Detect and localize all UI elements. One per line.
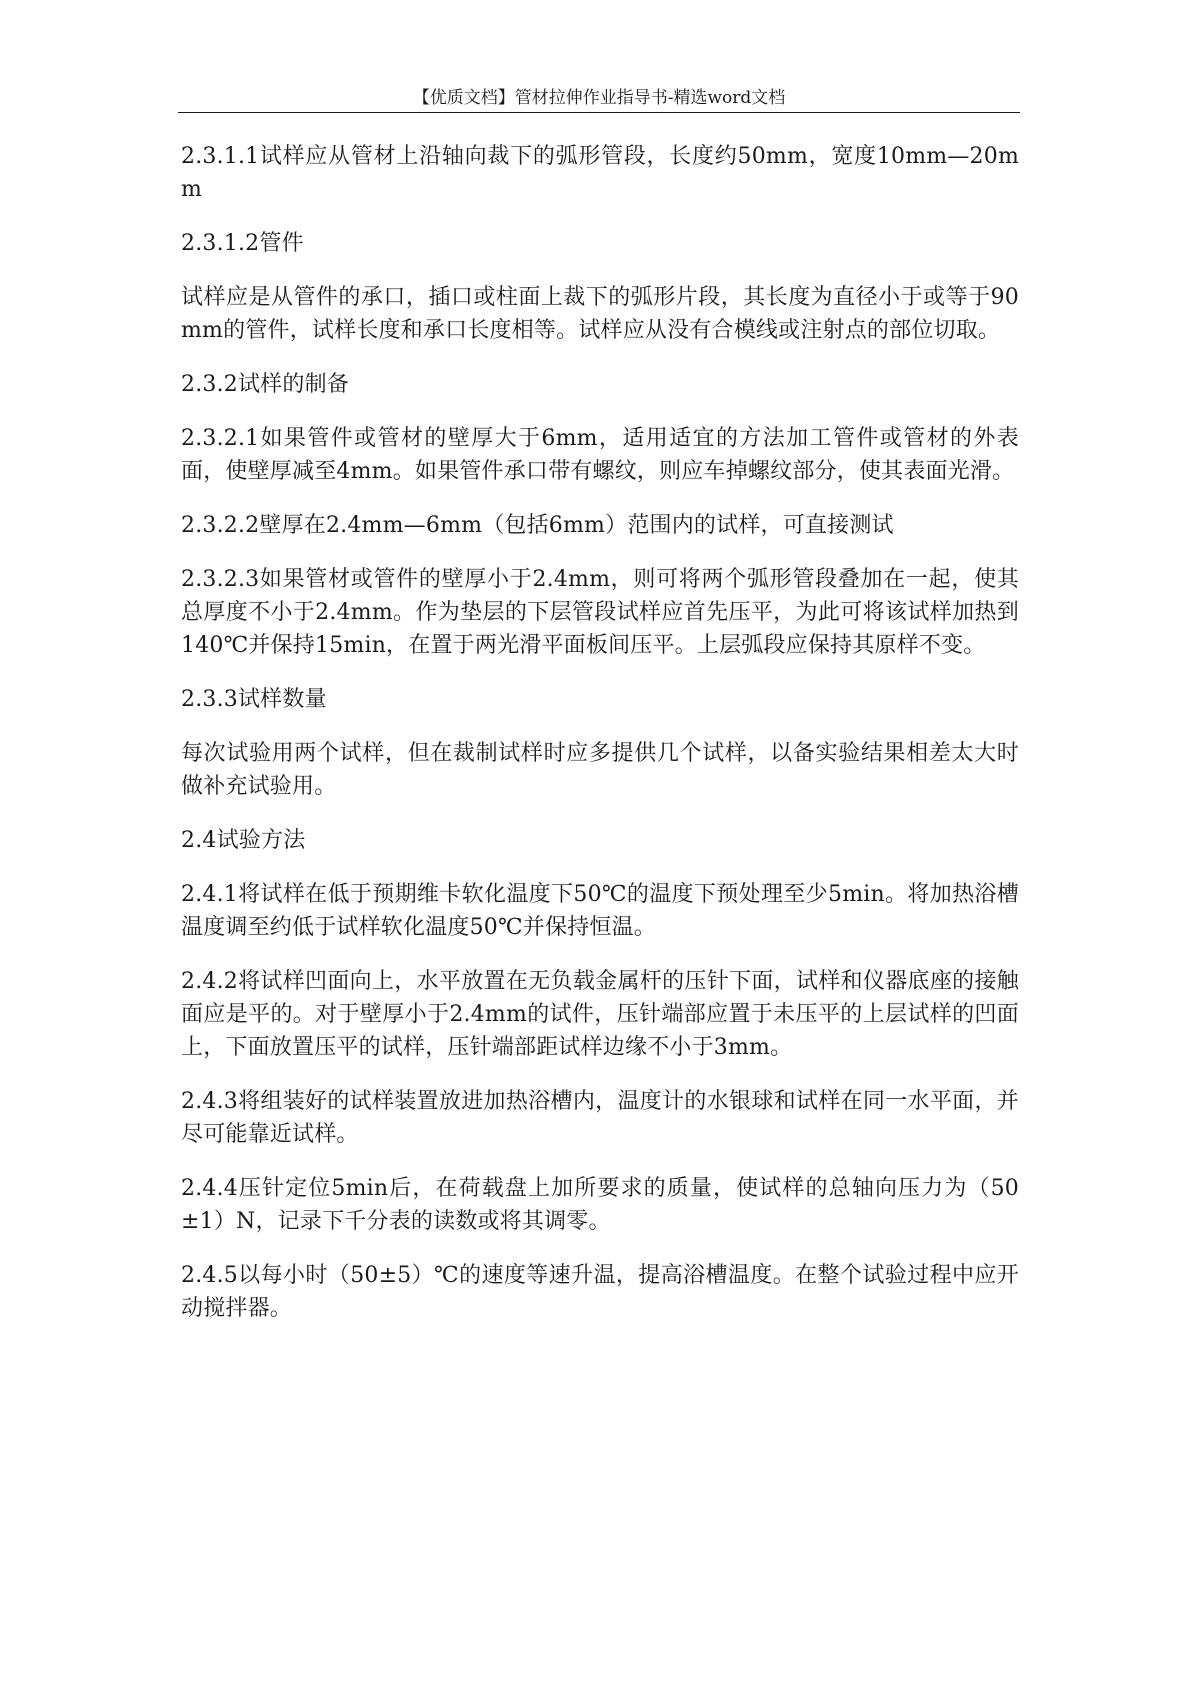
paragraph-2-4-heading: 2.4试验方法	[181, 828, 306, 853]
paragraph-2-4-4: 2.4.4压针定位5min后，在荷载盘上加所要求的质量，使试样的总轴向压力为（50±1）N，记录下千分表的读数或将其调零。	[181, 1176, 1019, 1234]
paragraph-fitting-sample: 试样应是从管件的承口，插口或柱面上裁下的弧形片段，其长度为直径小于或等于90mm的管件，试样长度和承口长度相等。试样应从没有合模线或注射点的部位切取。	[181, 285, 1019, 343]
paragraph-2-4-1: 2.4.1将试样在低于预期维卡软化温度下50℃的温度下预处理至少5min。将加热浴槽温度调至约低于试样软化温度50℃并保持恒温。	[181, 882, 1019, 940]
paragraph-2-3-1-1: 2.3.1.1试样应从管材上沿轴向裁下的弧形管段，长度约50mm，宽度10mm—20mm	[181, 144, 1019, 202]
paragraph-2-3-3-heading: 2.3.3试样数量	[181, 687, 327, 712]
paragraph-2-3-2-2: 2.3.2.2壁厚在2.4mm—6mm（包括6mm）范围内的试样，可直接测试	[181, 513, 894, 538]
paragraph-2-3-2-3: 2.3.2.3如果管材或管件的壁厚小于2.4mm，则可将两个弧形管段叠加在一起，使其总厚度不小于2.4mm。作为垫层的下层管段试样应首先压平，为此可将该试样加热到140℃并保持15min，在置于两光滑平面板间压平。上层弧段应保持其原样不变。	[181, 567, 1019, 658]
paragraph-2-3-2-1: 2.3.2.1如果管件或管材的壁厚大于6mm，适用适宜的方法加工管件或管材的外表面，使壁厚减至4mm。如果管件承口带有螺纹，则应车掉螺纹部分，使其表面光滑。	[181, 426, 1019, 484]
paragraph-sample-quantity: 每次试验用两个试样，但在裁制试样时应多提供几个试样，以备实验结果相差太大时做补充试验用。	[181, 741, 1019, 799]
paragraph-2-3-2-heading: 2.3.2试样的制备	[181, 372, 349, 397]
document-body	[181, 140, 1019, 1346]
paragraph-2-4-5: 2.4.5以每小时（50±5）℃的速度等速升温，提高浴槽温度。在整个试验过程中应开动搅拌器。	[181, 1263, 1019, 1321]
page-header: 【优质文档】管材拉伸作业指导书-精选word文档	[178, 84, 1020, 113]
paragraph-2-4-2: 2.4.2将试样凹面向上，水平放置在无负载金属杆的压针下面，试样和仪器底座的接触面应是平的。对于壁厚小于2.4mm的试件，压针端部应置于未压平的上层试样的凹面上，下面放置压平的试样，压针端部距试样边缘不小于3mm。	[181, 969, 1019, 1060]
paragraph-2-3-1-2-heading: 2.3.1.2管件	[181, 231, 304, 256]
paragraph-2-4-3: 2.4.3将组装好的试样装置放进加热浴槽内，温度计的水银球和试样在同一水平面，并尽可能靠近试样。	[181, 1089, 1019, 1147]
